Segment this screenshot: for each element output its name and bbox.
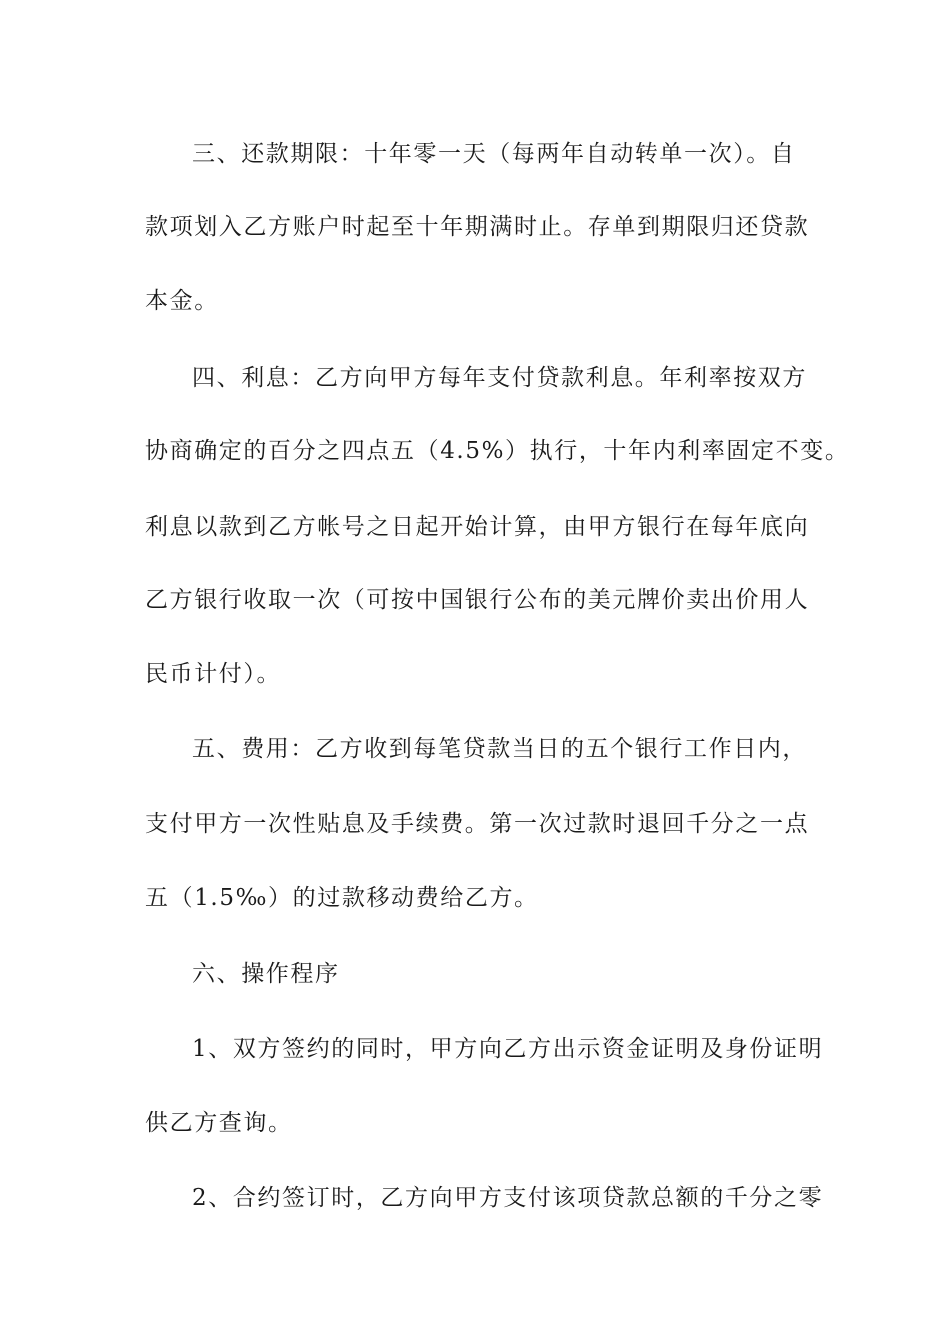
text-line: 五、费用：乙方收到每笔贷款当日的五个银行工作日内，: [192, 736, 807, 762]
text-line: 协商确定的百分之四点五（4.5%）执行，十年内利率固定不变。: [145, 438, 850, 464]
text-line: 利息以款到乙方帐号之日起开始计算，由甲方银行在每年底向: [145, 514, 810, 540]
text-line: 四、利息：乙方向甲方每年支付贷款利息。年利率按双方: [192, 365, 807, 391]
text-line: 本金。: [145, 288, 219, 314]
text-line: 民币计付）。: [145, 661, 282, 687]
text-line: 三、还款期限：十年零一天（每两年自动转单一次）。自: [192, 141, 796, 167]
text-line: 乙方银行收取一次（可按中国银行公布的美元牌价卖出价用人: [145, 587, 810, 613]
text-line: 款项划入乙方账户时起至十年期满时止。存单到期限归还贷款: [145, 214, 810, 240]
text-line: 供乙方查询。: [145, 1110, 293, 1136]
text-line: 五（1.5‰）的过款移动费给乙方。: [145, 885, 539, 911]
text-line: 支付甲方一次性贴息及手续费。第一次过款时退回千分之一点: [145, 811, 810, 837]
section-heading: 六、操作程序: [192, 961, 340, 987]
text-line: 1、双方签约的同时，甲方向乙方出示资金证明及身份证明: [192, 1036, 824, 1062]
text-line: 2、合约签订时，乙方向甲方支付该项贷款总额的千分之零: [192, 1185, 824, 1211]
